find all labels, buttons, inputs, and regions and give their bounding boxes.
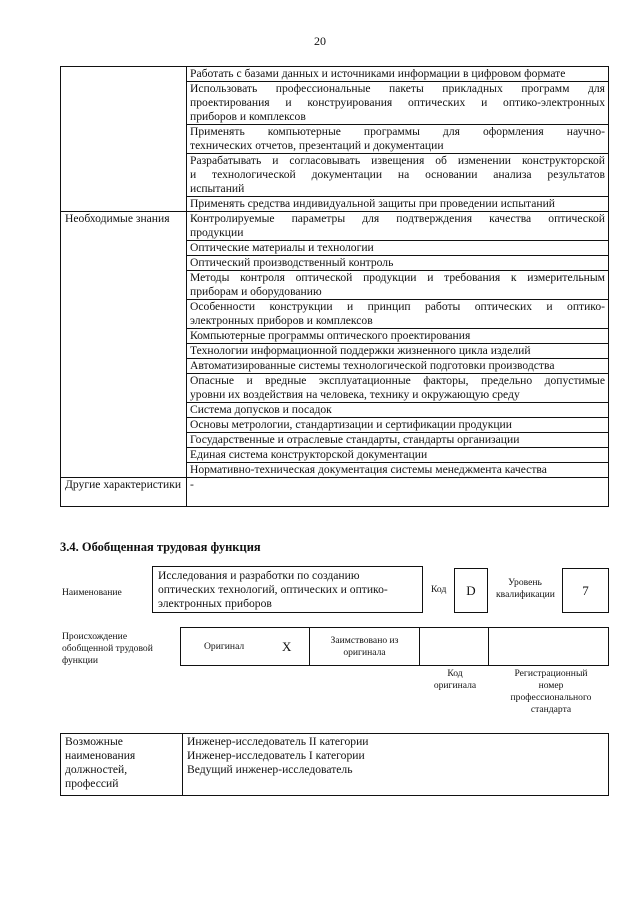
cell-text-line: Государственные и отраслевые стандарты, стандарты организации <box>190 433 520 446</box>
skill-cell <box>187 82 609 125</box>
naming-value <box>153 567 422 613</box>
skill-cell <box>187 154 609 197</box>
knowledge-cell <box>187 374 609 403</box>
code-value-box <box>454 568 488 613</box>
knowledge-cell <box>187 271 609 300</box>
positions-values <box>183 734 609 796</box>
cell-text-line: уровни их воздействия на человека, технику и окружающую среду <box>190 388 520 401</box>
positions-table <box>60 733 609 796</box>
cell-text-line: Технологии информационной поддержки жизненного цикла изделий <box>190 344 531 357</box>
cell-text-line: Автоматизированные системы технологической подготовки производства <box>190 359 555 372</box>
caption-line: Код <box>447 668 463 679</box>
borrowed-label <box>310 628 419 659</box>
cell-text-line: Применять компьютерные программы для оформления научно- <box>190 125 605 138</box>
cell-text-line: и технологической документации на основании анализа результатов <box>190 168 605 181</box>
cell-text-line: технических отчетов, презентаций и документации <box>190 139 444 152</box>
knowledge-cell <box>187 344 609 359</box>
positions-label-line: Возможные <box>65 735 123 748</box>
code-value: D <box>466 582 476 598</box>
positions-label-line: наименования <box>65 749 136 762</box>
skill-cell <box>187 67 609 82</box>
original-label: Оригинал <box>204 641 245 652</box>
origin-label-line: Происхождение <box>62 631 128 642</box>
skill-cell <box>187 197 609 212</box>
knowledge-cell <box>187 448 609 463</box>
caption-line: профессионального <box>510 692 592 703</box>
borrowed-label-line: оригинала <box>343 647 386 658</box>
cell-text-line: Особенности конструкции и принцип работы оптических и оптико- <box>190 300 605 313</box>
cell-text-line: Использовать профессиональные пакеты прикладных программ для <box>190 82 605 95</box>
knowledge-cell <box>187 256 609 271</box>
positions-row <box>61 734 609 796</box>
knowledge-label: Необходимые знания <box>61 212 187 478</box>
page-number: 20 <box>314 34 326 48</box>
original-mark: X <box>282 639 292 654</box>
knowledge-cell <box>187 329 609 344</box>
skills-knowledge-table <box>60 66 609 507</box>
cell-text-line: продукции <box>190 226 244 239</box>
skills-label-cell <box>61 67 187 212</box>
positions-label <box>61 734 183 796</box>
code-label: Код <box>431 584 447 595</box>
cell-text-line: Основы метрологии, стандартизации и сертификации продукции <box>190 418 512 431</box>
caption-line: Регистрационный <box>514 668 588 679</box>
position-item: Инженер-исследователь II категории <box>187 735 369 748</box>
caption-line: стандарта <box>530 704 572 715</box>
naming-value-line: Исследования и разработки по созданию <box>158 569 360 582</box>
knowledge-cell <box>187 241 609 256</box>
origin-label-line: обобщенной трудовой <box>62 643 153 654</box>
knowledge-cell <box>187 433 609 448</box>
cell-text-line: Контролируемые параметры для подтверждения качества оптической <box>190 212 605 225</box>
cell-text-line: Компьютерные программы оптического проектирования <box>190 329 471 342</box>
qualification-level-label-line: Уровень <box>508 577 542 588</box>
section-heading: 3.4. Обобщенная трудовая функция <box>60 540 261 554</box>
cell-text-line: Нормативно-техническая документация системы менеджмента качества <box>190 463 547 476</box>
skill-cell <box>187 125 609 154</box>
qualification-level-label-line: квалификации <box>496 589 555 600</box>
knowledge-cell <box>187 359 609 374</box>
origin-label <box>62 631 153 667</box>
naming-value-line: оптических технологий, оптических и оптико- <box>158 583 388 596</box>
code-of-original-caption <box>420 668 490 692</box>
borrowed-cell <box>309 627 420 666</box>
registration-number-caption <box>490 668 612 716</box>
cell-text-line: Единая система конструкторской документации <box>190 448 428 461</box>
knowledge-cell <box>187 403 609 418</box>
cell-text-line: электронных приборов и комплексов <box>190 314 373 327</box>
skill-row <box>61 67 609 82</box>
cell-text-line: приборов и комплексов <box>190 110 306 123</box>
qualification-level-value: 7 <box>582 582 589 598</box>
other-characteristics-value: - <box>187 478 609 507</box>
registration-number-cell <box>488 627 609 666</box>
knowledge-cell <box>187 212 609 241</box>
cell-text-line: Применять средства индивидуальной защиты при проведении испытаний <box>190 197 555 210</box>
naming-value-line: электронных приборов <box>158 597 272 610</box>
cell-text-line: Оптический производственный контроль <box>190 256 394 269</box>
caption-line: номер <box>538 680 564 691</box>
naming-label: Наименование <box>62 587 122 598</box>
knowledge-row <box>61 212 609 241</box>
position-item: Инженер-исследователь I категории <box>187 749 365 762</box>
other-characteristics-label: Другие характеристики <box>61 478 187 507</box>
knowledge-cell <box>187 418 609 433</box>
cell-text-line: Опасные и вредные эксплуатационные факторы, предельно допустимые <box>190 374 605 387</box>
cell-text-line: Система допусков и посадок <box>190 403 332 416</box>
positions-label-line: профессий <box>65 777 119 790</box>
cell-text-line: приборам и оборудованию <box>190 285 322 298</box>
naming-value-box <box>152 566 423 613</box>
cell-text-line: Методы контроля оптической продукции и требования к измерительным <box>190 271 605 284</box>
position-item: Ведущий инженер-исследователь <box>187 763 353 776</box>
qualification-level-box <box>562 568 609 613</box>
cell-text-line: проектирования и конструирования оптических и оптико-электронных <box>190 96 605 109</box>
cell-text-line: испытаний <box>190 182 245 195</box>
caption-line: оригинала <box>433 680 477 691</box>
knowledge-cell <box>187 463 609 478</box>
cell-text-line: Оптические материалы и технологии <box>190 241 374 254</box>
qualification-level-label <box>496 577 554 601</box>
other-characteristics-row <box>61 478 609 507</box>
cell-text-line: Работать с базами данных и источниками информации в цифровом формате <box>190 67 566 80</box>
positions-label-line: должностей, <box>65 763 128 776</box>
origin-label-line: функции <box>62 655 98 666</box>
cell-text-line: Разрабатывать и согласовывать извещения об изменении конструкторской <box>190 154 605 167</box>
code-of-original-cell <box>419 627 489 666</box>
borrowed-label-line: Заимствовано из <box>330 635 399 646</box>
knowledge-cell <box>187 300 609 329</box>
